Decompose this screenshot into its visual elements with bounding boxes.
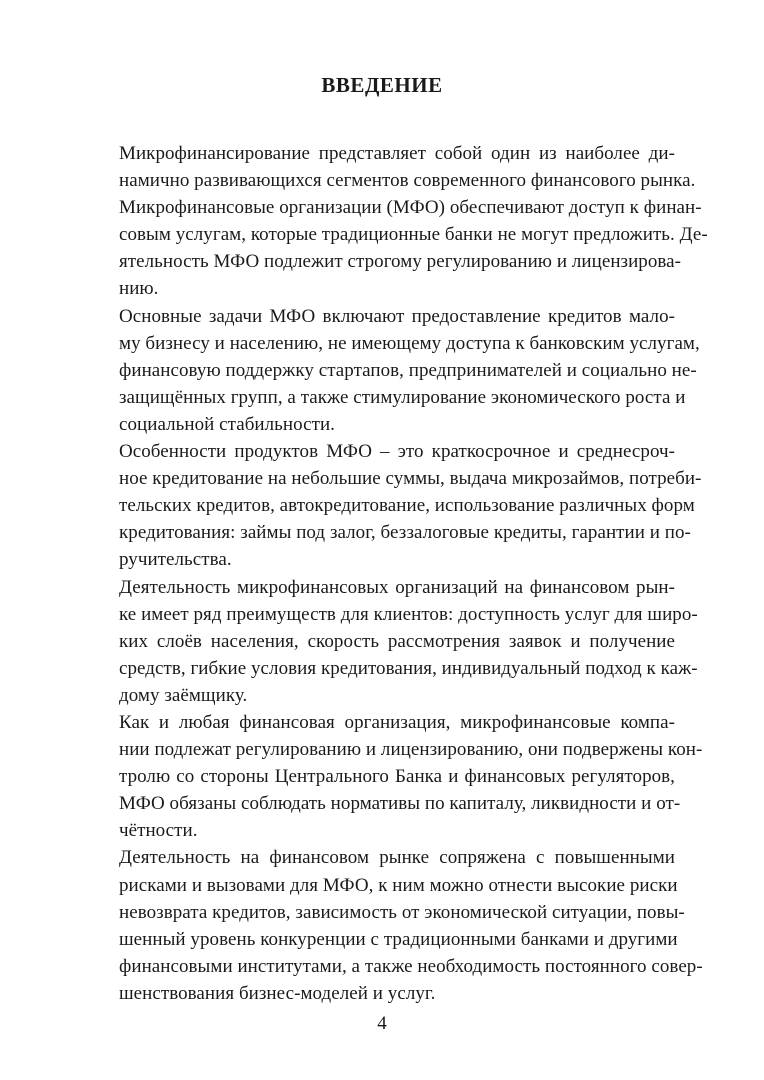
paragraph xyxy=(75,844,703,1007)
text-line: Деятельность на финансовом рынке сопряжена с повышенными xyxy=(119,847,675,869)
page-title: ВВЕДЕНИЕ xyxy=(321,73,443,97)
text-line: совым услугам, которые традиционные банки не могут предложить. Де- xyxy=(119,224,708,246)
paragraph xyxy=(75,438,702,573)
paragraph xyxy=(75,140,708,303)
body-text xyxy=(75,140,708,1007)
paragraph xyxy=(75,574,698,709)
text-line: ких слоёв населения, скорость рассмотрения заявок и получение xyxy=(119,630,675,652)
text-line: нии подлежат регулированию и лицензированию, они подвержены кон- xyxy=(119,739,703,761)
text-line: чётности. xyxy=(119,820,198,842)
paragraph xyxy=(75,303,700,438)
text-line: Особенности продуктов МФО – это краткосрочное и среднесроч- xyxy=(119,441,675,463)
text-line: шенствования бизнес-моделей и услуг. xyxy=(119,982,436,1004)
text-line: шенный уровень конкуренции с традиционными банками и другими xyxy=(119,928,678,950)
text-line: рисками и вызовами для МФО, к ним можно отнести высокие риски xyxy=(119,874,678,896)
page-number: 4 xyxy=(377,1013,387,1034)
text-line: му бизнесу и населению, не имеющему доступа к банковским услугам, xyxy=(119,332,700,354)
text-line: социальной стабильности. xyxy=(119,413,335,435)
text-line: ятельность МФО подлежит строгому регулированию и лицензирова- xyxy=(119,251,682,273)
text-line: тролю со стороны Центрального Банка и финансовых регуляторов, xyxy=(119,766,675,788)
text-line: тельских кредитов, автокредитование, использование различных форм xyxy=(119,495,695,517)
text-line: Микрофинансирование представляет собой один из наиболее ди- xyxy=(119,143,675,164)
text-line: кредитования: займы под залог, беззалоговые кредиты, гарантии и по- xyxy=(119,522,691,544)
text-line: дому заёмщику. xyxy=(119,684,248,706)
text-line: нию. xyxy=(119,278,159,300)
text-line: Как и любая финансовая организация, микрофинансовые компа- xyxy=(119,711,675,733)
text-line: Деятельность микрофинансовых организаций на финансовом рын- xyxy=(119,576,675,598)
text-line: Микрофинансовые организации (МФО) обеспечивают доступ к финан- xyxy=(119,197,702,219)
text-line: средств, гибкие условия кредитования, индивидуальный подход к каж- xyxy=(119,657,698,679)
paragraph xyxy=(75,709,703,844)
text-line: Основные задачи МФО включают предоставление кредитов мало- xyxy=(119,305,675,327)
text-line: ное кредитование на небольшие суммы, выдача микрозаймов, потреби- xyxy=(119,468,702,490)
text-line: МФО обязаны соблюдать нормативы по капиталу, ликвидности и от- xyxy=(119,793,681,815)
text-line: финансовую поддержку стартапов, предпринимателей и социально не- xyxy=(119,359,697,381)
text-line: ручительства. xyxy=(119,549,232,571)
text-line: защищённых групп, а также стимулирование экономического роста и xyxy=(119,386,686,408)
text-line: невозврата кредитов, зависимость от экономической ситуации, повы- xyxy=(119,901,685,923)
text-line: финансовыми институтами, а также необходимость постоянного совер- xyxy=(119,955,703,977)
text-line: ке имеет ряд преимуществ для клиентов: доступность услуг для широ- xyxy=(119,603,698,625)
text-line: намично развивающихся сегментов современного финансового рынка. xyxy=(119,170,696,192)
